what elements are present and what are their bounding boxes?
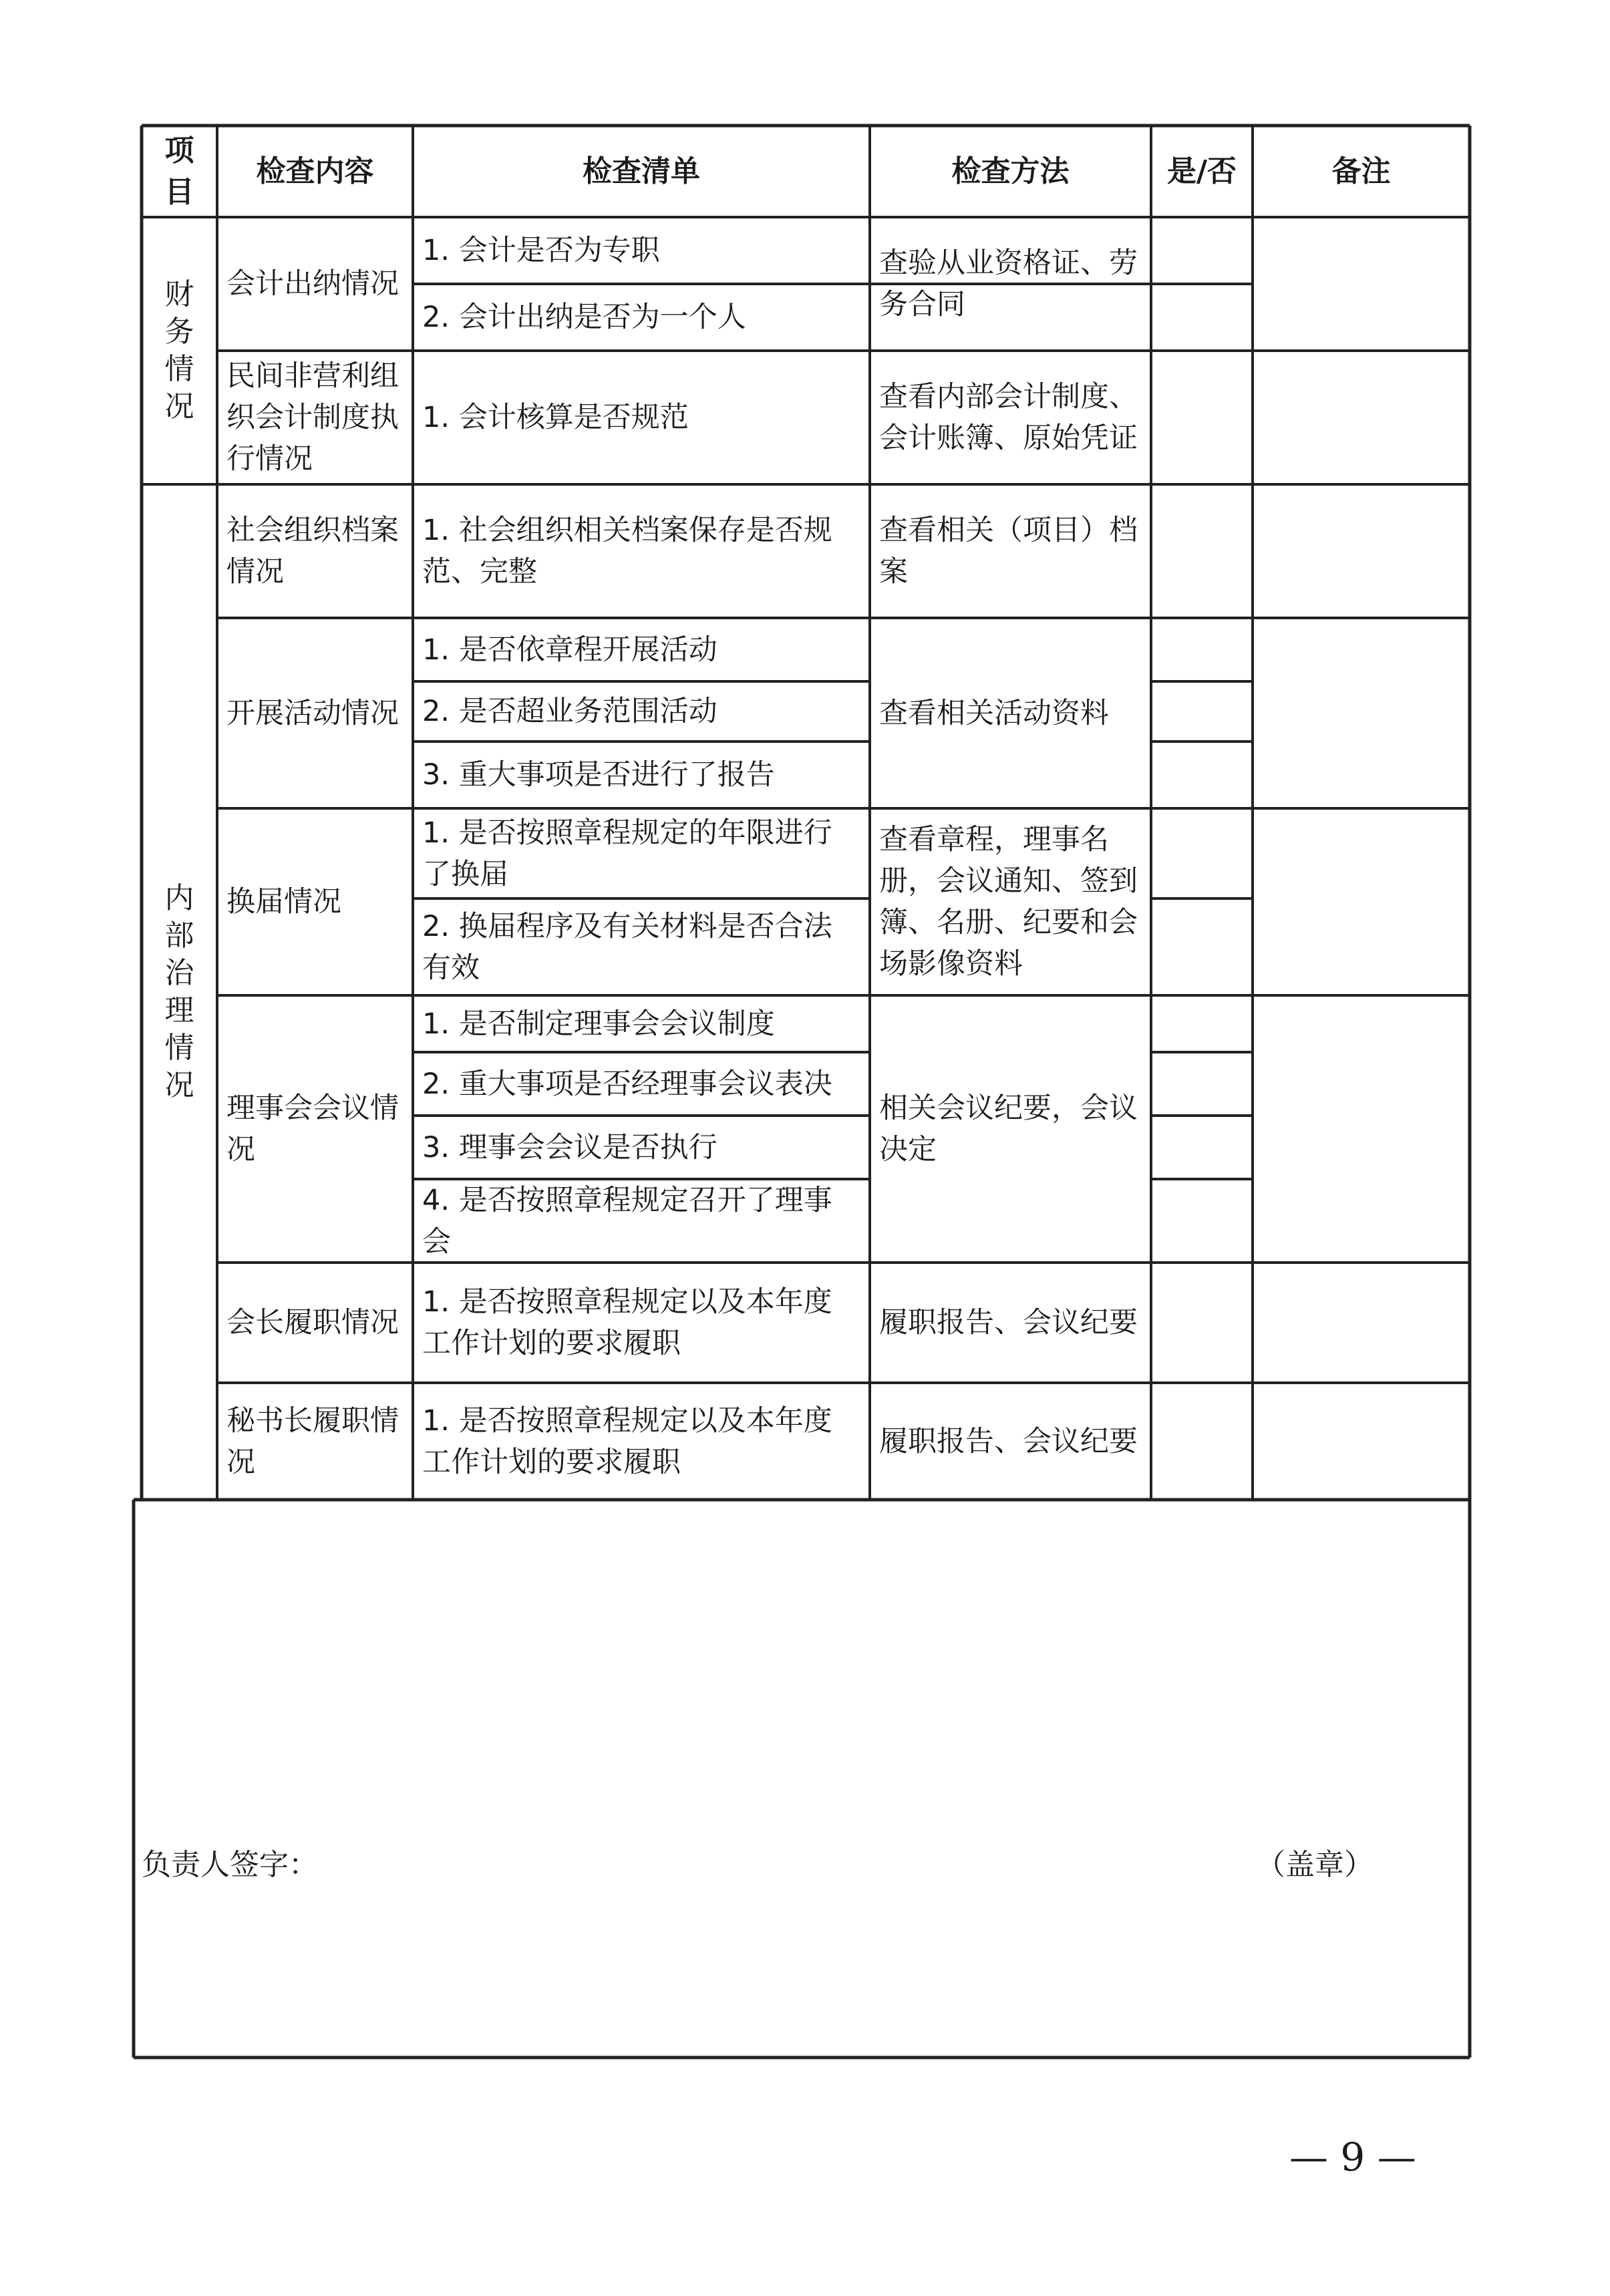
yes-no-answer-cell[interactable]: [1154, 220, 1250, 1497]
content-accounting-system: 民间非营利组织会计制度执行情况: [226, 359, 399, 476]
content-secretary-duty: 秘书长履职情况: [226, 1404, 399, 1479]
content-activities: 开展活动情况: [226, 696, 399, 730]
method-cell: 查看相关活动资料: [879, 696, 1109, 730]
checklist-item: 1. 是否按照章程规定的年限进行了换届: [422, 816, 832, 891]
method-cell: 相关会议纪要，会议决定: [879, 1092, 1138, 1166]
content-reelection: 换届情况: [226, 885, 341, 919]
checklist-item: 4. 是否按照章程规定召开了理事会: [422, 1183, 832, 1259]
checklist-item: 1. 是否按照章程规定以及本年度工作计划的要求履职: [422, 1404, 832, 1479]
method-cell: 查看内部会计制度、会计账簿、原始凭证: [879, 380, 1138, 455]
method-cell: 查验从业资格证、劳务合同: [879, 247, 1138, 321]
checklist-item: 1. 是否制定理事会会议制度: [422, 1007, 775, 1041]
checklist-item: 1. 会计是否为专职: [422, 234, 660, 267]
content-board-meeting: 理事会会议情况: [226, 1092, 399, 1166]
method-cell: 履职报告、会议纪要: [879, 1424, 1138, 1458]
checklist-item: 2. 重大事项是否经理事会议表决: [422, 1067, 832, 1101]
section-finance: 财务情况: [164, 277, 194, 424]
checklist-item: 1. 社会组织相关档案保存是否规范、完整: [422, 514, 832, 589]
checklist-item: 2. 换届程序及有关材料是否合法有效: [422, 909, 832, 985]
checklist-item: 1. 是否按照章程规定以及本年度工作计划的要求履职: [422, 1285, 832, 1360]
header-item: 项目: [164, 133, 194, 209]
checklist-item: 1. 是否依章程开展活动: [422, 633, 717, 667]
checklist-item: 3. 重大事项是否进行了报告: [422, 758, 775, 792]
header-remarks: 备注: [1331, 154, 1391, 188]
header-checklist: 检查清单: [583, 154, 700, 188]
checklist-item: 2. 会计出纳是否为一个人: [422, 301, 746, 334]
method-cell: 查看相关（项目）档案: [879, 514, 1138, 589]
remarks-cell[interactable]: [1255, 220, 1467, 1497]
seal-label: （盖章）: [1256, 1848, 1374, 1882]
method-cell: 履职报告、会议纪要: [879, 1306, 1138, 1339]
checklist-item: 1. 会计核算是否规范: [422, 401, 689, 434]
checklist-item: 3. 理事会会议是否执行: [422, 1130, 717, 1164]
content-president-duty: 会长履职情况: [226, 1306, 399, 1339]
content-archives: 社会组织档案情况: [226, 514, 399, 589]
signature-label: 负责人签字：: [142, 1848, 318, 1882]
method-cell: 查看章程，理事名册，会议通知、签到簿、名册、纪要和会场影像资料: [879, 823, 1138, 981]
content-accounting-cashier: 会计出纳情况: [226, 267, 399, 301]
header-content: 检查内容: [256, 154, 374, 188]
header-method: 检查方法: [951, 154, 1070, 188]
header-yes-no: 是/否: [1166, 154, 1237, 188]
page-number: — 9 —: [1289, 2134, 1416, 2180]
checklist-item: 2. 是否超业务范围活动: [422, 695, 717, 728]
section-governance: 内部治理情况: [164, 881, 194, 1102]
signature-field[interactable]: [321, 1834, 1189, 1880]
